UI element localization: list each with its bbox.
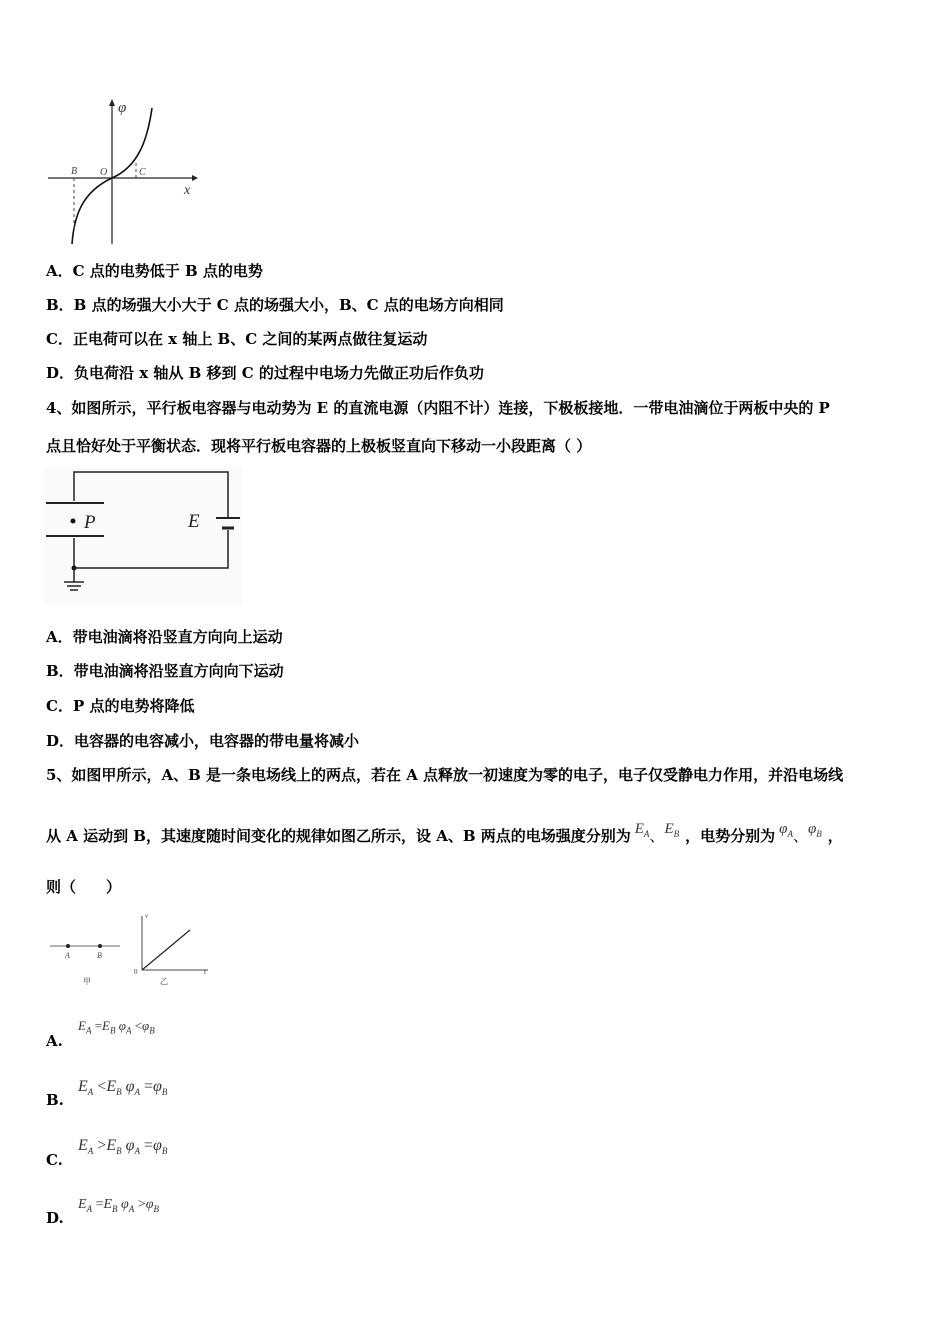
label-c: C — [139, 167, 146, 178]
q4-option-c: C．P 点的电势将降低 — [46, 697, 195, 715]
capacitor-circuit — [44, 468, 242, 604]
axis-x-label: x — [184, 183, 191, 198]
point-b-dot — [98, 944, 102, 948]
q5-figures — [46, 908, 216, 990]
fig-0-label: 0 — [134, 968, 138, 976]
q3-option-d: D．负电荷沿 x 轴从 B 移到 C 的过程中电场力先做正功后作负功 — [46, 364, 484, 382]
fig-t-label: t — [204, 968, 206, 976]
q5-stem-line2-text: 从 A 运动到 B，其速度随时间变化的规律如图乙所示，设 A、B 两点的电场强度分别为 — [46, 827, 631, 845]
q5-stem-line2 — [46, 821, 843, 852]
axis-y-label: φ — [118, 100, 127, 116]
q5-option-b-label: B. — [46, 1091, 64, 1109]
fig-v-label: v — [145, 912, 149, 920]
fig-yi-label: 乙 — [160, 977, 168, 986]
symbol-ea: $E_A$ — [634, 821, 650, 839]
q3-option-a: A．C 点的电势低于 B 点的电势 — [46, 262, 263, 280]
separator-1: 、 — [649, 827, 665, 845]
x-axis-arrow — [192, 175, 198, 181]
q4-option-b: B．带电油滴将沿竖直方向向下运动 — [46, 662, 284, 680]
q3-option-b: B．B 点的场强大小大于 C 点的场强大小，B、C 点的电场方向相同 — [46, 296, 504, 314]
q5-option-d-formula: $E_A =E_B$ $\varphi_A >\varphi_B$ — [78, 1197, 159, 1214]
fig-a-label: A — [65, 951, 70, 960]
separator-2: 、 — [792, 827, 808, 845]
q4-option-d: D．电容器的电容减小，电容器的带电量将减小 — [46, 732, 360, 750]
q4-stem-line1: 4、如图所示，平行板电容器与电动势为 E 的直流电源（内阻不计）连接，下极板接地．一带电油滴位于两板中央的 P — [46, 399, 830, 417]
point-a-dot — [66, 944, 70, 948]
point-p-label: P — [84, 512, 96, 533]
phi-x-graph — [44, 96, 204, 248]
y-axis-arrow — [109, 99, 115, 106]
symbol-phib: $\varphi_B$ — [807, 821, 822, 839]
label-b: B — [71, 166, 78, 177]
fig-jia-label: 甲 — [83, 977, 91, 986]
vt-line — [142, 930, 190, 970]
q5-option-c-formula: $E_A >E_B$ $\varphi_A =\varphi_B$ — [78, 1137, 168, 1157]
q5-option-b-formula: $E_A <E_B$ $\varphi_A =\varphi_B$ — [78, 1078, 168, 1098]
symbol-phia: $\varphi_A$ — [779, 821, 793, 839]
q5-stem-line1: 5、如图甲所示，A、B 是一条电场线上的两点，若在 A 点释放一初速度为零的电子，电子仅受静电力作用，并沿电场线 — [46, 766, 844, 784]
fig-b-label: B — [97, 951, 102, 960]
emf-e-label: E — [188, 511, 200, 532]
q5-option-a-label: A. — [46, 1032, 63, 1050]
q5-option-a-formula: $E_A =E_B$ $\varphi_A <\varphi_B$ — [78, 1018, 155, 1036]
q5-option-c-label: C. — [46, 1151, 63, 1169]
symbol-eb: $E_B$ — [664, 821, 680, 839]
q5-stem-line2-text-b: ，电势分别为 — [685, 827, 776, 845]
q4-option-a: A．带电油滴将沿竖直方向向上运动 — [46, 628, 283, 646]
q5-option-d-label: D. — [46, 1209, 64, 1227]
q5-stem-line3: 则（ ） — [46, 878, 122, 896]
q4-stem-line2: 点且恰好处于平衡状态．现将平行板电容器的上极板竖直向下移动一小段距离（ ） — [46, 437, 592, 455]
oil-drop-dot — [71, 519, 76, 524]
q5-stem-line2-end: ， — [827, 827, 843, 845]
q3-option-c: C．正电荷可以在 x 轴上 B、C 之间的某两点做往复运动 — [46, 330, 428, 348]
label-o: O — [100, 167, 108, 178]
